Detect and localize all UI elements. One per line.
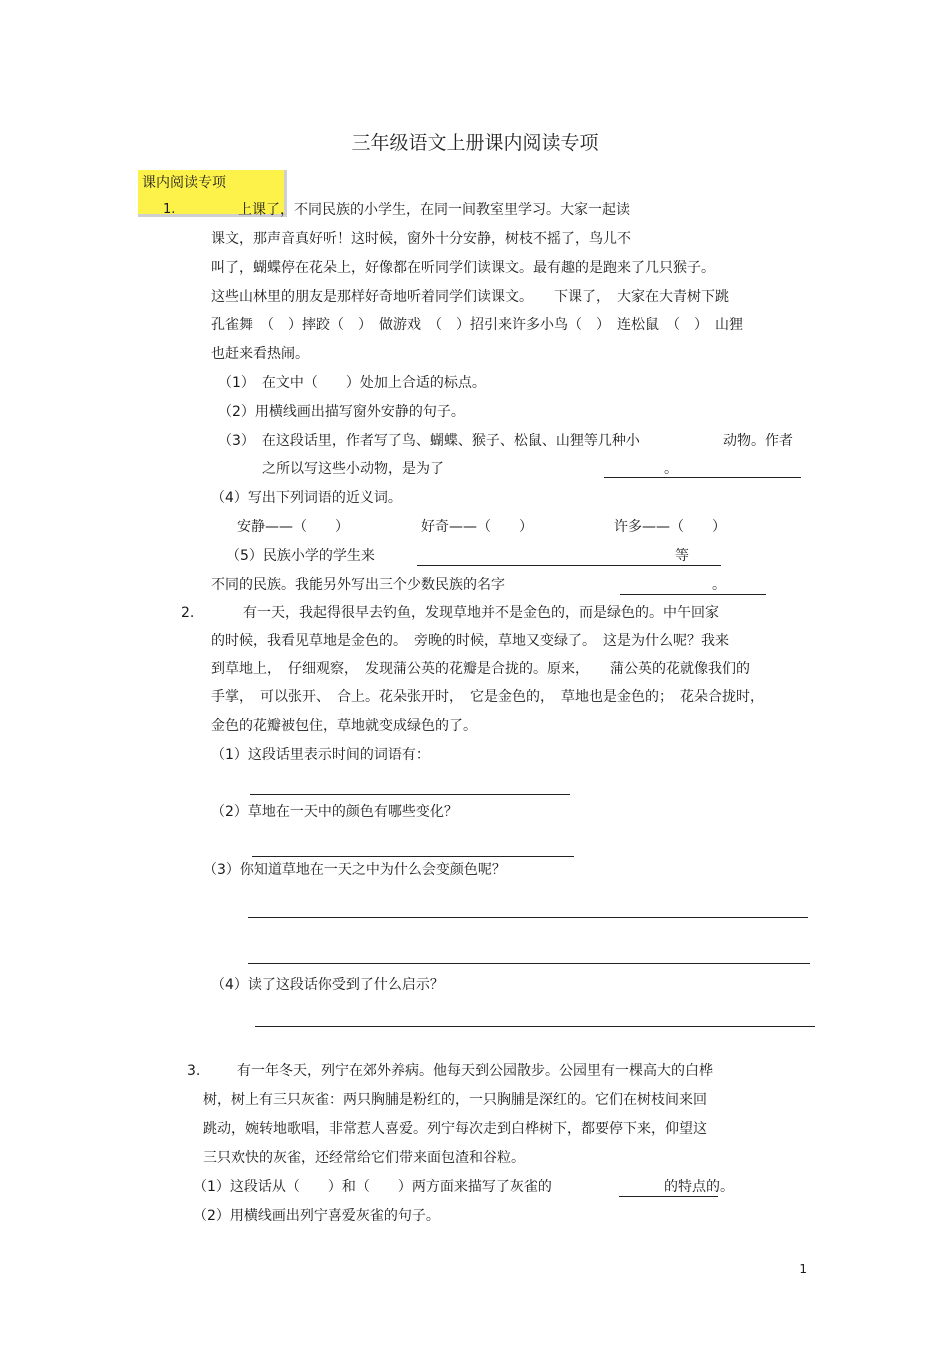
q1-line-4: 这些山林里的朋友是那样好奇地听着同学们读课文。 下课了， 大家在大青树下跳 xyxy=(211,289,729,305)
q1-line-5: 孔雀舞 （ ）摔跤（ ） 做游戏 （ ）招引来许多小鸟（ ） 连松鼠 （ ） 山狸 xyxy=(211,317,743,333)
answer-line xyxy=(255,1026,815,1027)
q2-line-5: 金色的花瓣被包住，草地就变成绿色的了。 xyxy=(211,718,477,734)
question-1-number: 1. xyxy=(163,202,176,217)
q1-sub-5d: 。 xyxy=(712,577,726,593)
q3-sub-1a: （1）这段话从（ ）和（ ）两方面来描写了灰雀的 xyxy=(193,1179,552,1195)
q1-sub-1: （1） 在文中（ ）处加上合适的标点。 xyxy=(218,375,486,391)
q1-line-2: 课文，那声音真好听！这时候，窗外十分安静，树枝不摇了，鸟儿不 xyxy=(211,231,631,247)
q1-line-1: 上课了，不同民族的小学生，在同一间教室里学习。大家一起读 xyxy=(238,202,630,218)
answer-line xyxy=(619,1196,718,1197)
q1-sub-4c: 许多——（ ） xyxy=(614,519,726,535)
q3-line-3: 跳动，婉转地歌唱，非常惹人喜爱。列宁每次走到白桦树下，都要停下来，仰望这 xyxy=(203,1121,707,1137)
q2-line-3: 到草地上， 仔细观察， 发现蒲公英的花瓣是合拢的。原来， 蒲公英的花就像我们的 xyxy=(211,661,750,677)
q2-line-4: 手掌， 可以张开、 合上。花朵张开时， 它是金色的， 草地也是金色的； 花朵合拢时， xyxy=(211,689,764,705)
answer-line xyxy=(248,917,808,918)
q1-sub-3b: 动物。作者 xyxy=(723,433,793,449)
q3-sub-1b: 的特点的。 xyxy=(664,1179,734,1195)
q1-sub-4: （4）写出下列词语的近义词。 xyxy=(211,490,402,506)
q2-sub-3: （3）你知道草地在一天之中为什么会变颜色呢？ xyxy=(203,862,506,878)
q2-sub-2: （2）草地在一天中的颜色有哪些变化？ xyxy=(211,804,458,820)
page-title: 三年级语文上册课内阅读专项 xyxy=(351,132,599,154)
q1-sub-4a: 安静——（ ） xyxy=(237,519,349,535)
answer-line xyxy=(248,963,810,964)
q1-sub-2: （2）用横线画出描写窗外安静的句子。 xyxy=(218,404,465,420)
q1-sub-5b: 等 xyxy=(675,548,689,564)
question-2-number: 2. xyxy=(181,605,195,621)
q1-sub-3c: 之所以写这些小动物，是为了 xyxy=(262,461,444,477)
q1-sub-3d: 。 xyxy=(664,461,678,477)
q1-line-6: 也赶来看热闹。 xyxy=(211,346,309,362)
q3-line-4: 三只欢快的灰雀，还经常给它们带来面包渣和谷粒。 xyxy=(203,1150,525,1166)
q2-line-1: 有一天，我起得很早去钓鱼，发现草地并不是金色的，而是绿色的。中午回家 xyxy=(243,605,719,621)
q3-line-2: 树，树上有三只灰雀：两只胸脯是粉红的，一只胸脯是深红的。它们在树枝间来回 xyxy=(203,1092,707,1108)
q3-line-1: 有一年冬天，列宁在郊外养病。他每天到公园散步。公园里有一棵高大的白桦 xyxy=(237,1063,713,1079)
answer-line xyxy=(620,594,766,595)
q1-sub-5c: 不同的民族。我能另外写出三个少数民族的名字 xyxy=(211,577,505,593)
answer-line xyxy=(250,794,570,795)
q1-sub-4b: 好奇——（ ） xyxy=(421,519,533,535)
q2-line-2: 的时候，我看见草地是金色的。 旁晚的时候，草地又变绿了。 这是为什么呢？我来 xyxy=(211,633,729,649)
q2-sub-4: （4）读了这段话你受到了什么启示？ xyxy=(211,977,444,993)
q1-sub-3a: （3） 在这段话里，作者写了鸟、蝴蝶、猴子、松鼠、山狸等几种小 xyxy=(218,433,640,449)
answer-line xyxy=(604,477,801,478)
q1-sub-5a: （5）民族小学的学生来 xyxy=(226,548,375,564)
q2-sub-1: （1）这段话里表示时间的词语有： xyxy=(211,747,430,763)
q3-sub-2: （2）用横线画出列宁喜爱灰雀的句子。 xyxy=(193,1208,440,1224)
q1-line-3: 叫了，蝴蝶停在花朵上，好像都在听同学们读课文。最有趣的是跑来了几只猴子。 xyxy=(211,260,715,276)
answer-line xyxy=(252,856,574,857)
answer-line xyxy=(417,565,721,566)
section-label: 课内阅读专项 xyxy=(142,175,226,191)
page-number: 1 xyxy=(799,1262,807,1276)
question-3-number: 3. xyxy=(187,1063,201,1079)
